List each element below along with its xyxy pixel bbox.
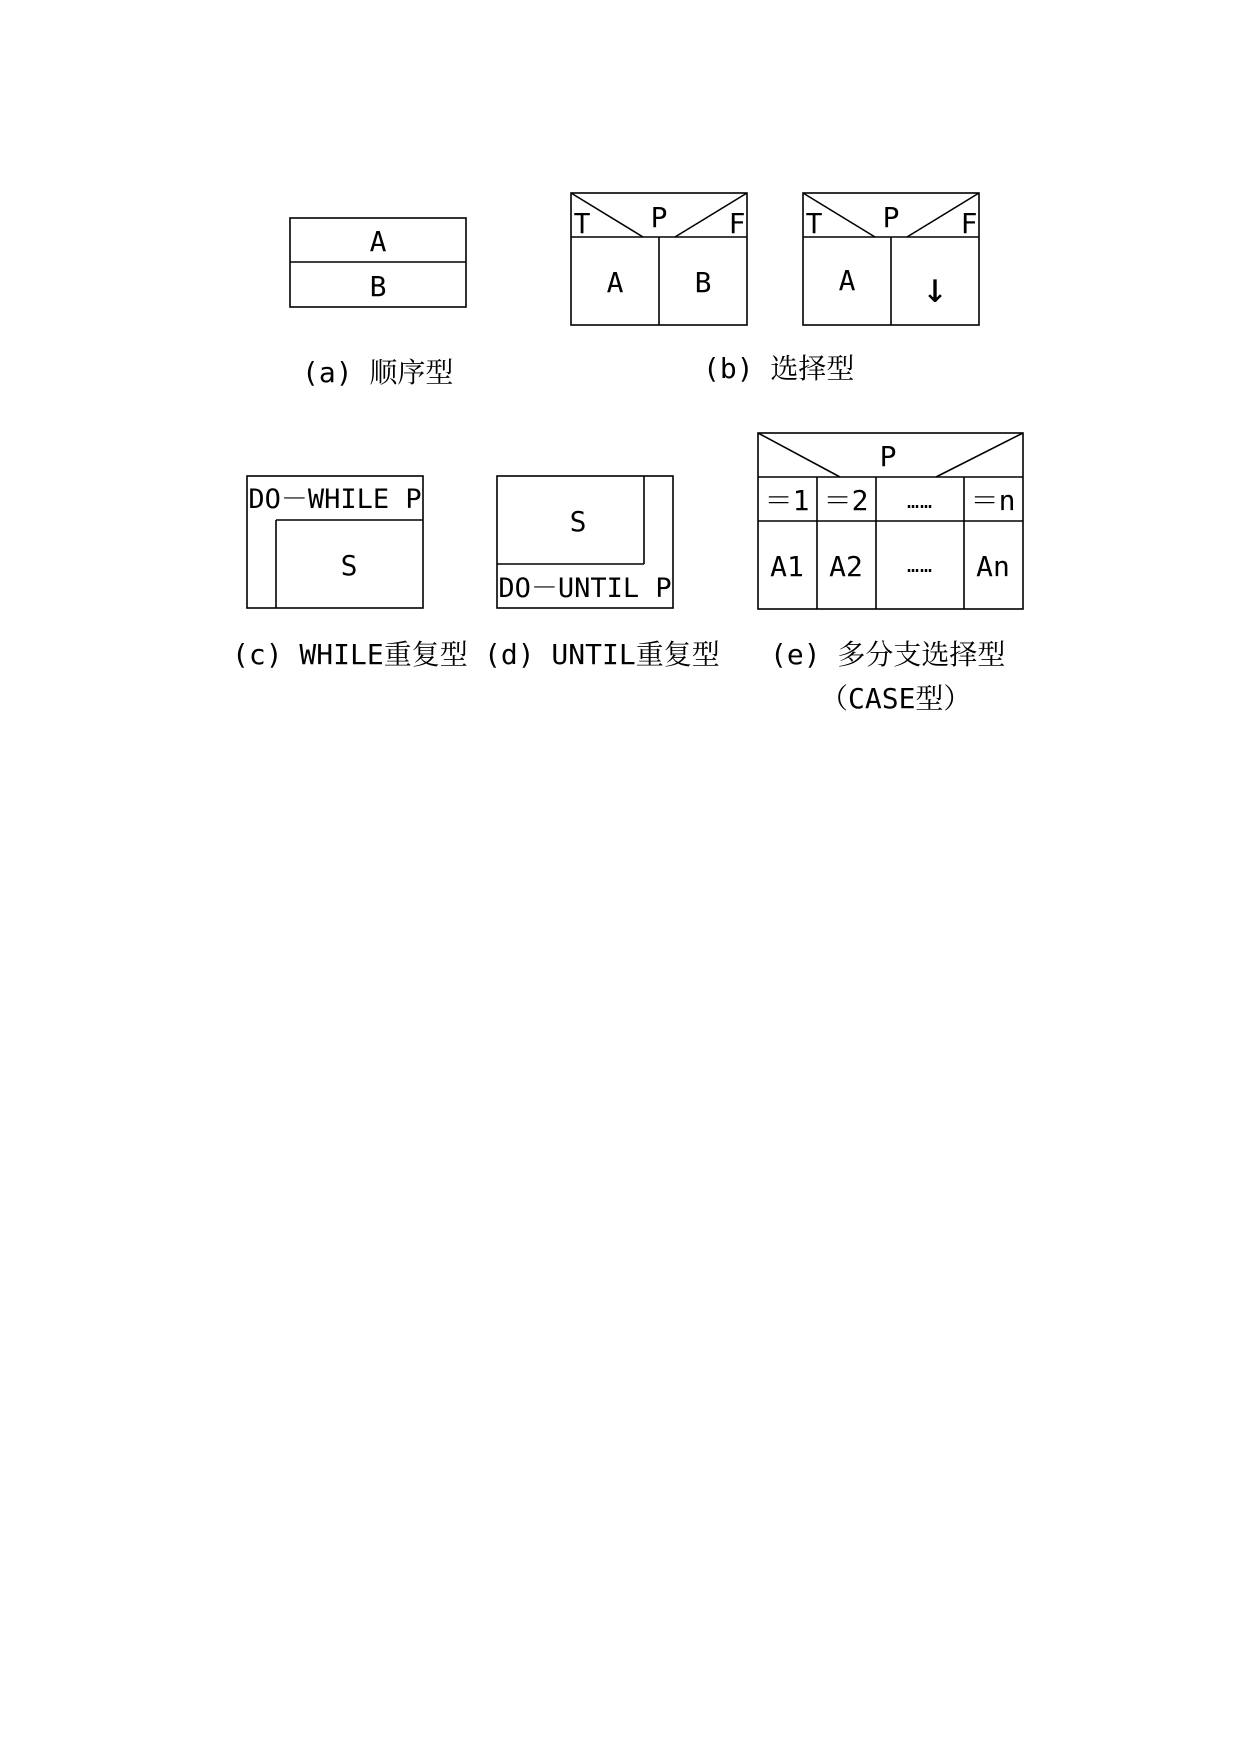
figure-e-right-slash [936, 433, 1023, 477]
figure-e-p-label: P [879, 440, 897, 473]
figure-e-case-ellipsis: …… [906, 489, 934, 513]
figure-c-condition-label: DO－WHILE P [248, 484, 422, 515]
figure-b-right-p-label: P [882, 201, 900, 234]
figure-b-left-yes-label: A [606, 266, 624, 299]
figure-d-until-loop [484, 476, 720, 671]
figure-e-left-slash [758, 433, 840, 477]
figure-e-case-1: ＝1 [764, 484, 810, 517]
figure-b-caption: (b) 选择型 [703, 352, 855, 385]
figure-b-right-t-label: T [805, 207, 823, 240]
figure-e-action-n: An [976, 550, 1010, 583]
figure-a-bottom-label: B [369, 270, 387, 303]
figure-b-right-yes-label: A [838, 264, 856, 297]
figure-c-caption: (c) WHILE重复型 [232, 638, 468, 671]
figure-e-case-n: ＝n [970, 484, 1016, 517]
figure-b-left-f-label: F [728, 207, 746, 240]
figure-e-action-ellipsis: …… [906, 553, 934, 577]
figure-e-caption-line-2: （CASE型） [820, 682, 972, 715]
figure-d-condition-label: DO－UNTIL P [498, 573, 672, 604]
figure-d-caption: (d) UNTIL重复型 [484, 638, 720, 671]
figure-b-left-t-label: T [573, 207, 591, 240]
figure-b-left-p-label: P [650, 201, 668, 234]
figure-b-left-no-label: B [694, 266, 712, 299]
figure-b-left-selection [571, 193, 747, 325]
figure-a-caption: (a) 顺序型 [302, 356, 454, 389]
figure-c-while-loop [232, 476, 468, 671]
figure-e-action-2: A2 [829, 550, 863, 583]
figure-e-action-1: A1 [770, 550, 804, 583]
figure-a-sequence [290, 218, 466, 389]
figure-e-case-selection [758, 433, 1023, 715]
figure-b-right-no-arrow-icon: ↓ [922, 263, 948, 312]
figure-b-right-f-label: F [960, 207, 978, 240]
figure-e-caption-line-1: (e) 多分支选择型 [770, 638, 1006, 671]
figure-a-top-label: A [369, 225, 387, 258]
figure-c-body-label: S [340, 549, 358, 582]
figure-e-case-2: ＝2 [823, 484, 869, 517]
figure-d-body-label: S [569, 505, 587, 538]
